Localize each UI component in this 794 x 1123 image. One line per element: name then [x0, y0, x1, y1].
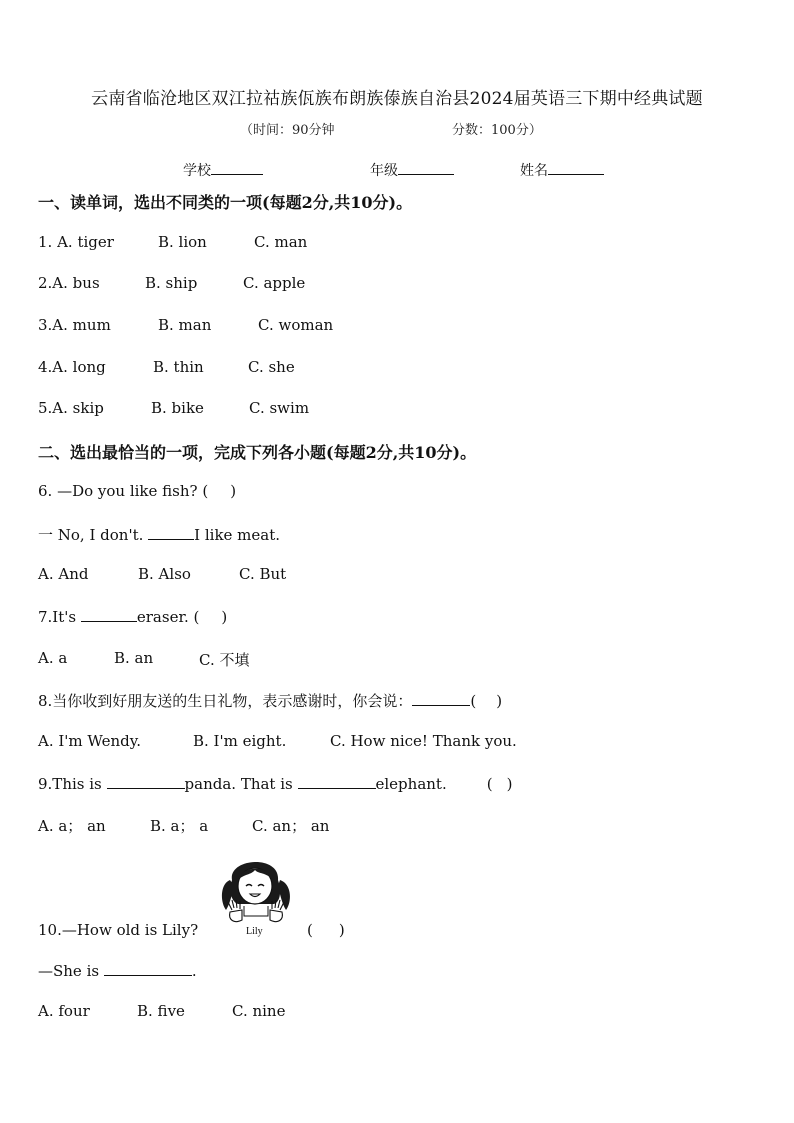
- q7-b: B. an: [114, 649, 154, 667]
- q7-stem: [38, 607, 227, 626]
- q6-a: A. And: [38, 565, 89, 583]
- q10-stem: 10.—How old is Lily?: [38, 921, 199, 939]
- q8-a: A. I'm Wendy.: [38, 732, 141, 750]
- q10-reply: [38, 961, 197, 980]
- q6-reply: [38, 524, 280, 545]
- q7-c: C. 不填: [199, 651, 250, 669]
- q7-blank: [81, 607, 137, 622]
- q6-b: B. Also: [138, 565, 191, 583]
- q3-b: B. man: [158, 316, 212, 334]
- exam-time: （时间：90分钟: [240, 123, 335, 138]
- q7-a: A. a: [38, 649, 68, 667]
- q8-c: C. How nice! Thank you.: [330, 732, 517, 750]
- q6-close: ): [230, 482, 237, 500]
- q10-a: A. four: [38, 1002, 90, 1020]
- q9-text-a: 9.This is: [38, 775, 102, 793]
- q5-c: C. swim: [249, 399, 310, 417]
- school-label: 学校: [183, 163, 211, 179]
- name-label: 姓名: [520, 163, 548, 179]
- q9-blank1: [107, 774, 185, 789]
- q9-text-c: elephant.: [375, 775, 447, 793]
- q9-text-b: panda. That is: [184, 775, 293, 793]
- q8-close: ): [496, 692, 503, 710]
- grade-label: 年级: [370, 163, 398, 179]
- exam-score: 分数：100分）: [452, 123, 542, 138]
- q6-reply-a: 一 No, I don't.: [38, 526, 144, 544]
- q6-blank: [148, 525, 194, 540]
- q2-c: C. apple: [243, 274, 306, 292]
- q4-a: 4.A. long: [38, 358, 106, 376]
- q4-c: C. she: [248, 358, 295, 376]
- q9-blank2: [298, 774, 376, 789]
- q8-blank: [412, 691, 470, 706]
- q6-reply-b: I like meat.: [194, 526, 281, 544]
- q4-b: B. thin: [153, 358, 204, 376]
- q1-c: C. man: [254, 233, 308, 251]
- section1-title: 一、读单词，选出不同类的一项(每题2分,共10分)。: [38, 193, 413, 212]
- q2-a: 2.A. bus: [38, 274, 100, 292]
- name-field: [520, 160, 604, 180]
- q10-blank: [104, 961, 192, 976]
- q7-close: ): [221, 608, 228, 626]
- grade-blank: [398, 160, 454, 175]
- q9-a: A. a； an: [38, 817, 106, 835]
- lily-label: Lily: [246, 926, 263, 937]
- page-title: 云南省临沧地区双江拉祜族佤族布朗族傣族自治县2024届英语三下期中经典试题: [91, 89, 703, 109]
- q10-open: (: [307, 921, 313, 939]
- q10-close: ): [338, 921, 345, 939]
- q10-paren: [307, 921, 345, 939]
- q7-text-a: 7.It's: [38, 608, 77, 626]
- q9-paren: (: [486, 775, 493, 793]
- q10-c: C. nine: [232, 1002, 286, 1020]
- section2-title: 二、选出最恰当的一项，完成下列各小题(每题2分,共10分)。: [38, 443, 477, 462]
- q9-stem: [38, 774, 512, 793]
- q7-text-b: eraser. (: [136, 608, 200, 626]
- q8-stem: [38, 690, 502, 711]
- name-blank: [548, 160, 604, 175]
- q2-b: B. ship: [145, 274, 198, 292]
- q1-a: 1. A. tiger: [38, 233, 114, 251]
- q10-reply-text: —She is: [38, 962, 100, 980]
- school-blank: [211, 160, 263, 175]
- q10-dot: .: [191, 962, 197, 980]
- q8-text: 8.当你收到好朋友送的生日礼物，表示感谢时，你会说：: [38, 692, 413, 710]
- grade-field: [370, 160, 454, 180]
- q6-stem: [38, 482, 236, 500]
- q9-c: C. an； an: [252, 817, 330, 835]
- lily-illustration: [218, 850, 294, 940]
- q9-b: B. a； a: [150, 817, 209, 835]
- q6-c: C. But: [239, 565, 287, 583]
- q8-b: B. I'm eight.: [193, 732, 287, 750]
- q10-b: B. five: [137, 1002, 185, 1020]
- q3-a: 3.A. mum: [38, 316, 111, 334]
- q9-close: ): [506, 775, 513, 793]
- q5-a: 5.A. skip: [38, 399, 104, 417]
- q1-b: B. lion: [158, 233, 207, 251]
- q3-c: C. woman: [258, 316, 334, 334]
- school-field: [183, 160, 263, 180]
- q5-b: B. bike: [151, 399, 204, 417]
- q6-text: 6. —Do you like fish? (: [38, 482, 209, 500]
- q8-paren: (: [470, 692, 477, 710]
